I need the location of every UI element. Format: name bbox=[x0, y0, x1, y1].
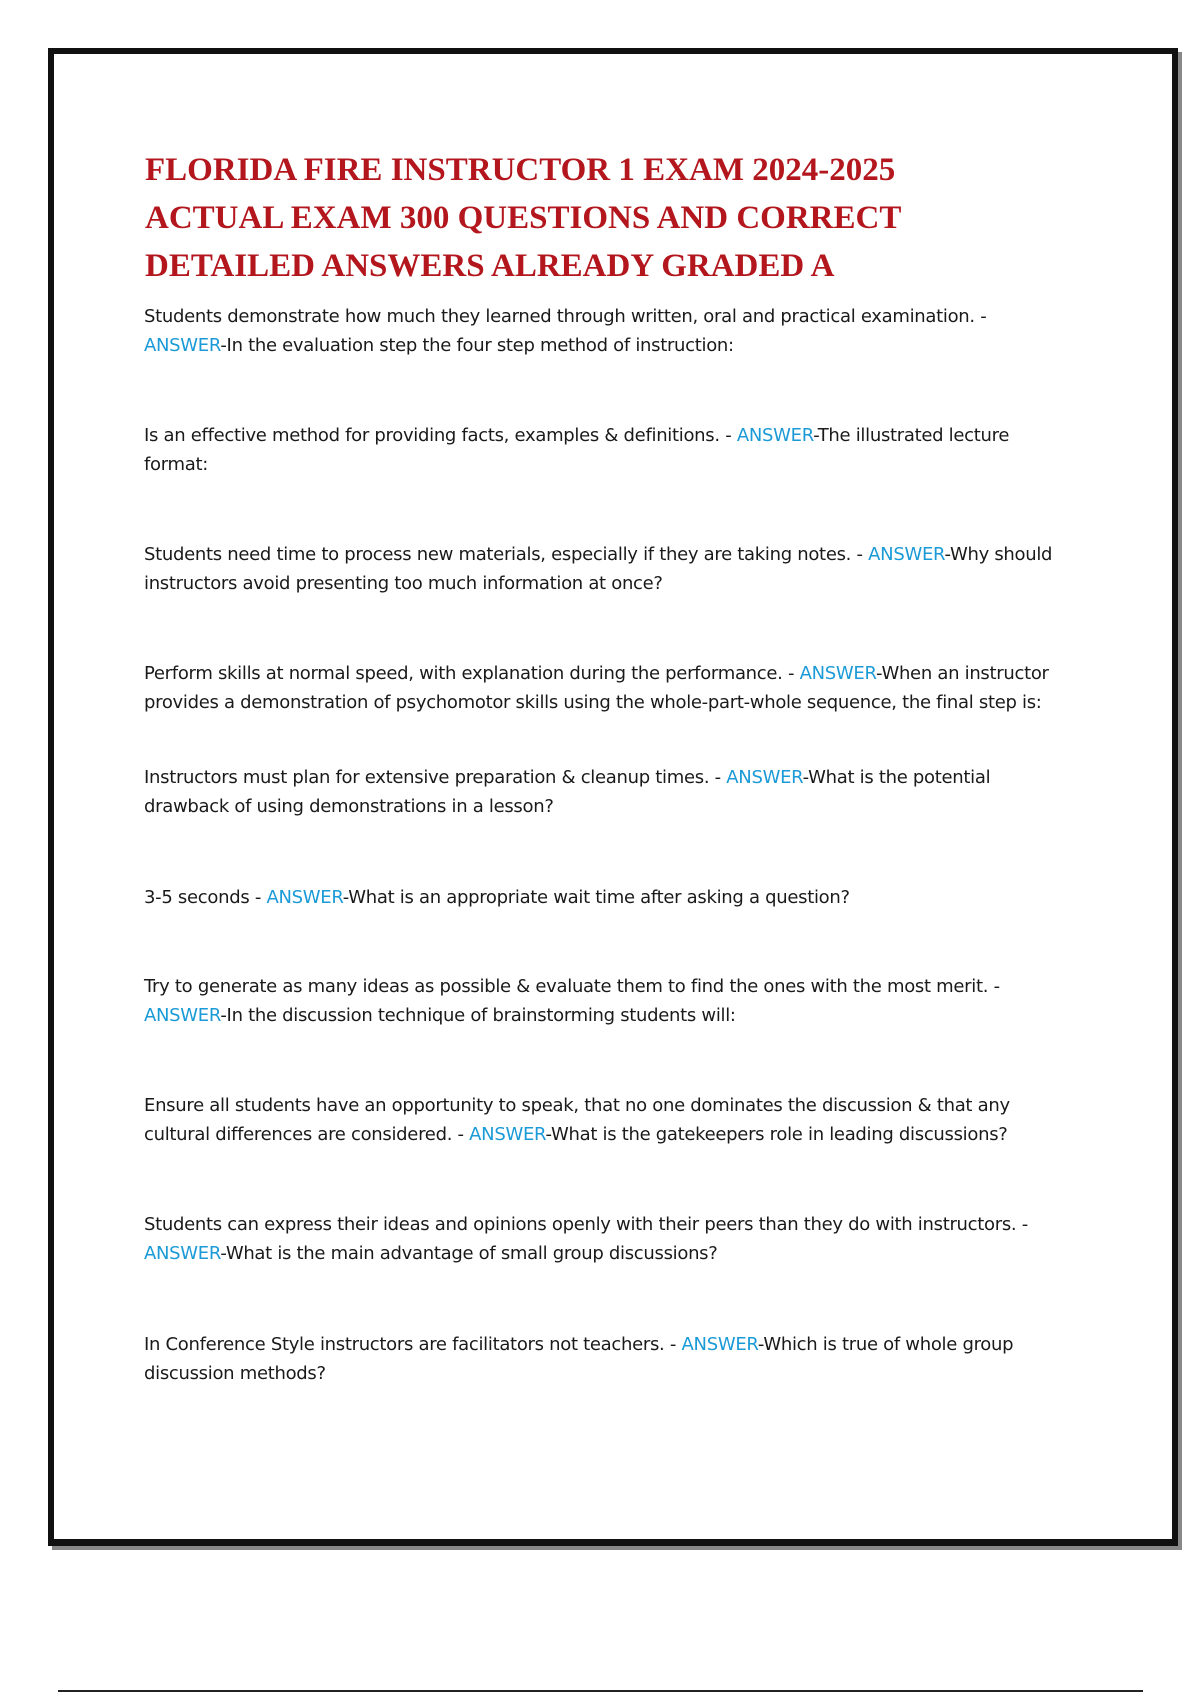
qa-answer-text: Try to generate as many ideas as possible & evaluate them to find the ones with the most merit. - bbox=[144, 976, 1000, 997]
qa-question-text: -The illustrated lecture format: bbox=[144, 425, 1010, 475]
title-line-3: DETAILED ANSWERS ALREADY GRADED A bbox=[145, 248, 835, 284]
qa-answer-text: Is an effective method for providing facts, examples & definitions. - bbox=[144, 425, 737, 446]
qa-item-7 bbox=[144, 972, 1034, 1030]
qa-answer-text: Students can express their ideas and opinions openly with their peers than they do with instructors. - bbox=[144, 1214, 1028, 1235]
qa-item-10 bbox=[144, 1330, 1049, 1388]
answer-label: ANSWER bbox=[144, 1005, 221, 1026]
qa-answer-text: Instructors must plan for extensive preparation & cleanup times. - bbox=[144, 767, 727, 788]
qa-answer-text: Perform skills at normal speed, with explanation during the performance. - bbox=[144, 663, 800, 684]
qa-item-2 bbox=[144, 421, 1044, 479]
qa-question-text: -Which is true of whole group discussion methods? bbox=[144, 1334, 1014, 1384]
qa-question-text: -What is an appropriate wait time after asking a question? bbox=[342, 887, 850, 908]
qa-question-text: -In the discussion technique of brainstorming students will: bbox=[220, 1005, 736, 1026]
qa-question-text: -What is the main advantage of small group discussions? bbox=[220, 1243, 718, 1264]
document-title bbox=[145, 146, 1045, 290]
answer-label: ANSWER bbox=[736, 425, 814, 446]
qa-item-6 bbox=[144, 883, 1094, 912]
qa-item-3 bbox=[144, 540, 1084, 598]
answer-label: ANSWER bbox=[868, 544, 945, 565]
answer-label: ANSWER bbox=[266, 887, 343, 908]
qa-answer-text: Students need time to process new materials, especially if they are taking notes. - bbox=[144, 544, 869, 565]
qa-answer-text: Students demonstrate how much they learned through written, oral and practical examination. - bbox=[144, 306, 987, 327]
qa-answer-text: Ensure all students have an opportunity to speak, that no one dominates the discussion & that any cultural differences are considered. - bbox=[144, 1095, 1010, 1145]
title-line-1: FLORIDA FIRE INSTRUCTOR 1 EXAM 2024-2025 bbox=[145, 152, 896, 188]
qa-item-9 bbox=[144, 1210, 1069, 1268]
answer-label: ANSWER bbox=[469, 1124, 546, 1145]
answer-label: ANSWER bbox=[144, 335, 221, 356]
title-line-2: ACTUAL EXAM 300 QUESTIONS AND CORRECT bbox=[145, 200, 902, 236]
qa-question-text: -When an instructor provides a demonstration of psychomotor skills using the whole-part-whole sequence, the final step is: bbox=[144, 663, 1049, 713]
qa-item-4 bbox=[144, 659, 1084, 717]
answer-label: ANSWER bbox=[681, 1334, 758, 1355]
qa-item-5 bbox=[144, 763, 1044, 821]
page-bottom-rule bbox=[58, 1690, 1143, 1692]
answer-label: ANSWER bbox=[144, 1243, 221, 1264]
qa-question-text: -What is the potential drawback of using demonstrations in a lesson? bbox=[144, 767, 991, 817]
answer-label: ANSWER bbox=[726, 767, 803, 788]
qa-item-8 bbox=[144, 1091, 1049, 1149]
answer-label: ANSWER bbox=[799, 663, 876, 684]
qa-answer-text: In Conference Style instructors are facilitators not teachers. - bbox=[144, 1334, 682, 1355]
qa-item-1 bbox=[144, 302, 1014, 360]
qa-question-text: -Why should instructors avoid presenting too much information at once? bbox=[144, 544, 1053, 594]
qa-answer-text: 3-5 seconds - bbox=[144, 887, 267, 908]
qa-question-text: -What is the gatekeepers role in leading discussions? bbox=[545, 1124, 1008, 1145]
qa-question-text: -In the evaluation step the four step method of instruction: bbox=[220, 335, 734, 356]
